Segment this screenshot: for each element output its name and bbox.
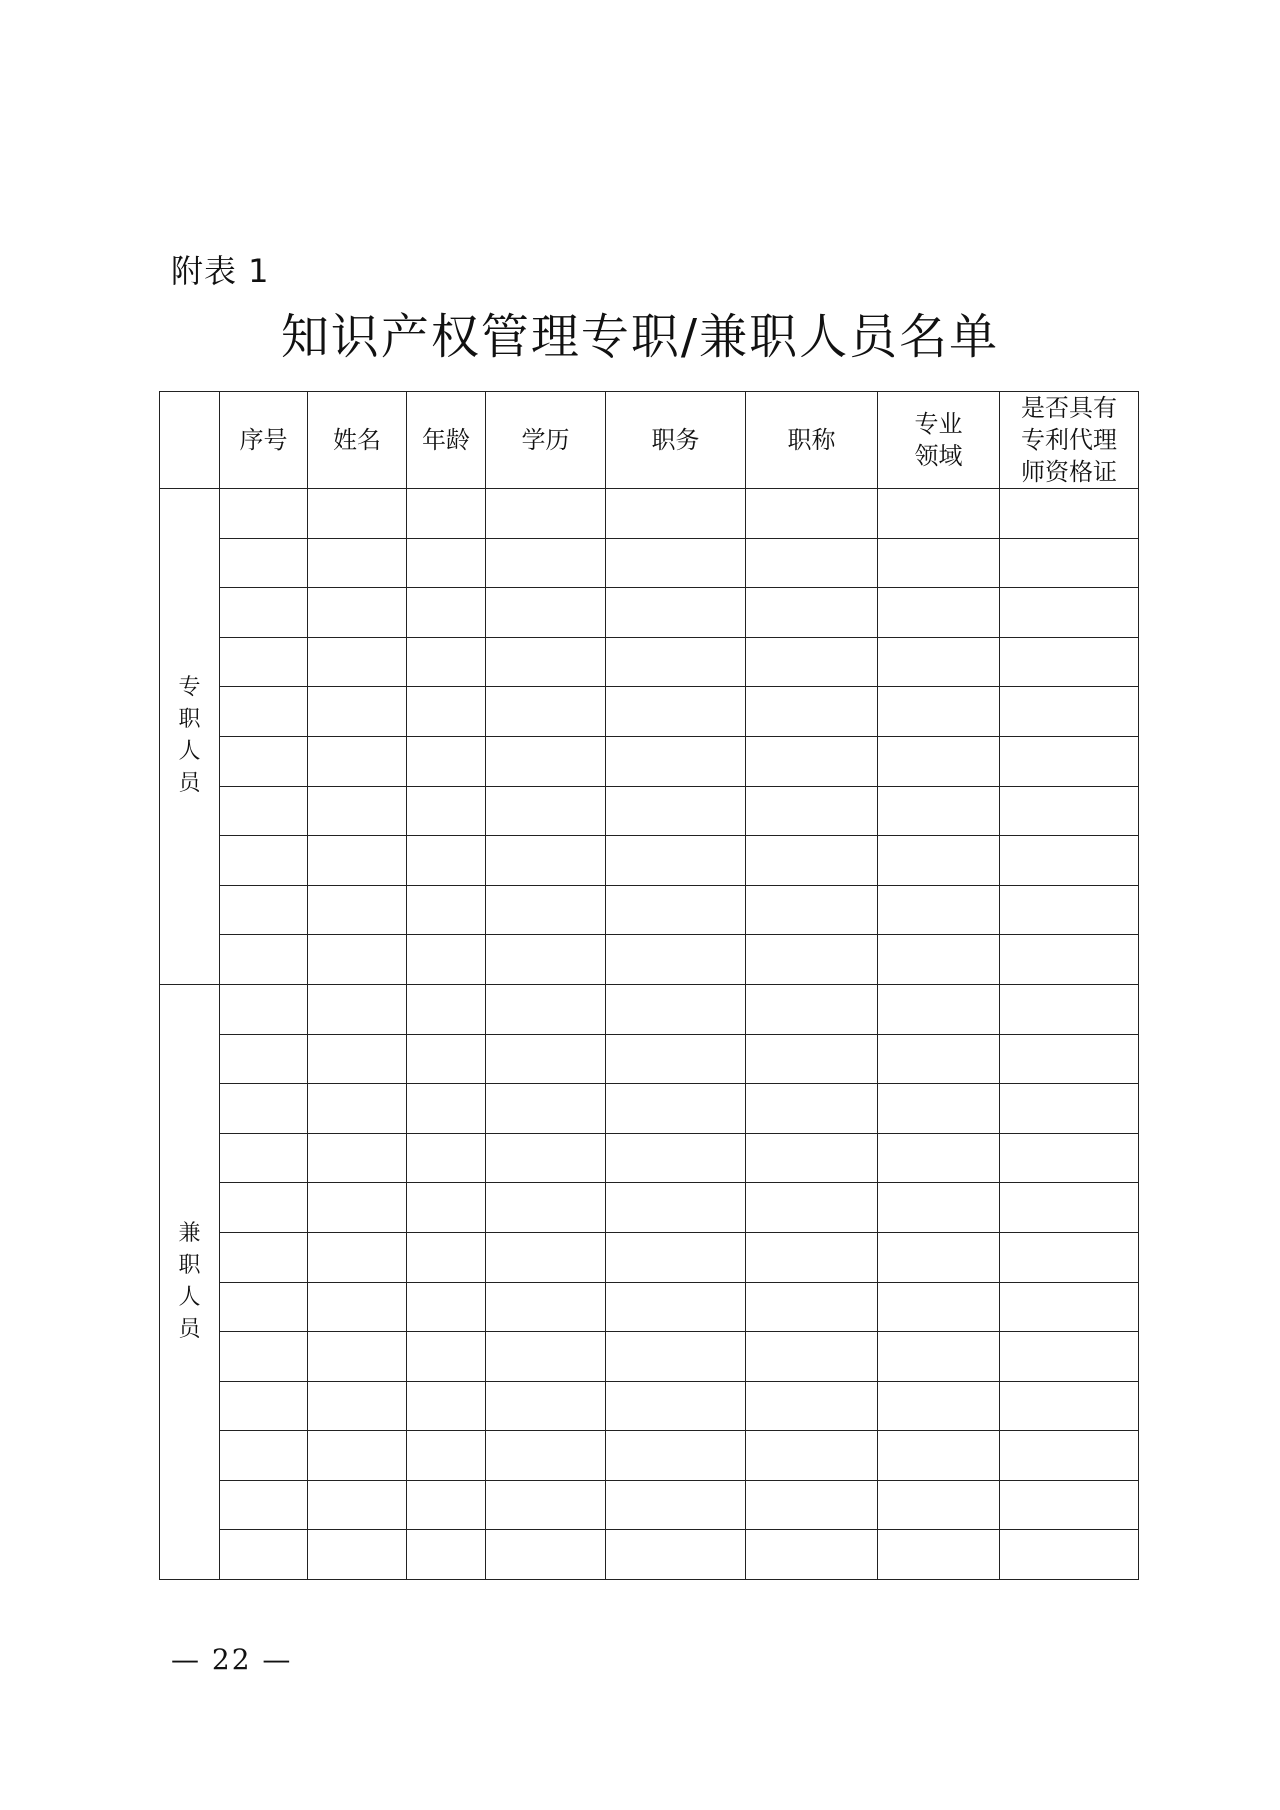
table-row — [160, 538, 1139, 588]
table-cell — [407, 1332, 486, 1382]
table-cell — [746, 1431, 878, 1481]
table-cell — [486, 1431, 606, 1481]
table-cell — [746, 1480, 878, 1530]
table-cell — [308, 1133, 407, 1183]
header-patent-agent-certificate: 是否具有 专利代理 师资格证 — [1000, 392, 1139, 489]
table-cell — [308, 1530, 407, 1580]
table-cell — [407, 1480, 486, 1530]
table-cell — [606, 1332, 746, 1382]
table-cell — [878, 1381, 1000, 1431]
table-cell — [308, 538, 407, 588]
table-cell — [746, 1084, 878, 1134]
table-cell — [407, 687, 486, 737]
header-age: 年龄 — [407, 392, 486, 489]
table-cell — [878, 1332, 1000, 1382]
table-cell — [407, 984, 486, 1034]
table-cell — [308, 1431, 407, 1481]
table-cell — [1000, 836, 1139, 886]
table-cell — [606, 1084, 746, 1134]
table-cell — [1000, 1282, 1139, 1332]
table-cell — [746, 786, 878, 836]
table-cell — [308, 885, 407, 935]
table-cell — [878, 538, 1000, 588]
table-cell — [746, 687, 878, 737]
table-cell — [308, 786, 407, 836]
table-cell — [220, 885, 308, 935]
table-row — [160, 885, 1139, 935]
table-cell — [606, 885, 746, 935]
table-cell — [486, 588, 606, 638]
table-row — [160, 489, 1139, 539]
header-position: 职务 — [606, 392, 746, 489]
table-cell — [486, 736, 606, 786]
table-row — [160, 1232, 1139, 1282]
table-cell — [878, 885, 1000, 935]
table-cell — [407, 1034, 486, 1084]
table-cell — [746, 885, 878, 935]
table-cell — [1000, 736, 1139, 786]
table-cell — [220, 1034, 308, 1084]
table-cell — [308, 984, 407, 1034]
table-cell — [746, 1034, 878, 1084]
table-row — [160, 1282, 1139, 1332]
header-serial-number: 序号 — [220, 392, 308, 489]
table-cell — [606, 984, 746, 1034]
table-cell — [308, 687, 407, 737]
table-cell — [486, 1332, 606, 1382]
table-cell — [220, 984, 308, 1034]
table-cell — [407, 1133, 486, 1183]
table-row — [160, 1381, 1139, 1431]
table-cell — [746, 588, 878, 638]
part-time-group-label-cell — [160, 984, 220, 1579]
table-cell — [308, 588, 407, 638]
table-cell — [407, 736, 486, 786]
table-cell — [606, 1530, 746, 1580]
table-row — [160, 786, 1139, 836]
table-row — [160, 588, 1139, 638]
table-row — [160, 935, 1139, 985]
table-cell — [308, 1183, 407, 1233]
table-row — [160, 637, 1139, 687]
table-cell — [606, 1282, 746, 1332]
table-cell — [746, 984, 878, 1034]
table-cell — [407, 1530, 486, 1580]
table-cell — [1000, 885, 1139, 935]
table-cell — [746, 1133, 878, 1183]
table-cell — [1000, 1183, 1139, 1233]
table-cell — [606, 1133, 746, 1183]
table-cell — [1000, 984, 1139, 1034]
attachment-label: 附表 1 — [171, 252, 270, 290]
table-cell — [1000, 687, 1139, 737]
table-cell — [606, 538, 746, 588]
table-cell — [1000, 538, 1139, 588]
table-cell — [746, 836, 878, 886]
table-cell — [407, 489, 486, 539]
table-cell — [486, 786, 606, 836]
part-time-group-label: 兼职人员 — [178, 1221, 201, 1342]
table-cell — [746, 736, 878, 786]
table-cell — [308, 1381, 407, 1431]
table-cell — [878, 1431, 1000, 1481]
table-cell — [486, 687, 606, 737]
table-cell — [606, 836, 746, 886]
table-cell — [407, 1431, 486, 1481]
table-header — [160, 392, 1139, 489]
header-row — [160, 392, 1139, 489]
table-cell — [308, 1232, 407, 1282]
table-row — [160, 1034, 1139, 1084]
table-cell — [606, 935, 746, 985]
table-cell — [1000, 489, 1139, 539]
page-number: — 22 — — [171, 1643, 293, 1676]
table-cell — [878, 1034, 1000, 1084]
table-cell — [486, 984, 606, 1034]
table-cell — [606, 1183, 746, 1233]
table-cell — [486, 538, 606, 588]
table-cell — [486, 1183, 606, 1233]
table-cell — [220, 489, 308, 539]
table-cell — [746, 1183, 878, 1233]
table-cell — [878, 1282, 1000, 1332]
table-cell — [606, 1431, 746, 1481]
table-cell — [407, 588, 486, 638]
table-cell — [878, 935, 1000, 985]
table-cell — [878, 1183, 1000, 1233]
table-cell — [878, 489, 1000, 539]
table-cell — [878, 736, 1000, 786]
table-cell — [878, 786, 1000, 836]
table-cell — [486, 1480, 606, 1530]
table-cell — [220, 1232, 308, 1282]
page-title: 知识产权管理专职/兼职人员名单 — [280, 309, 1000, 365]
table-cell — [486, 1530, 606, 1580]
table-cell — [746, 489, 878, 539]
table-cell — [606, 637, 746, 687]
table-cell — [606, 1381, 746, 1431]
full-time-group-label-cell — [160, 489, 220, 985]
table-cell — [308, 1332, 407, 1382]
table-cell — [878, 1480, 1000, 1530]
table-body — [160, 489, 1139, 1580]
table-cell — [486, 637, 606, 687]
table-cell — [486, 1084, 606, 1134]
table-cell — [220, 1332, 308, 1382]
table-cell — [308, 637, 407, 687]
table-cell — [746, 1232, 878, 1282]
table-cell — [220, 836, 308, 886]
table-cell — [1000, 1332, 1139, 1382]
table-cell — [407, 1282, 486, 1332]
table-row — [160, 1183, 1139, 1233]
table-cell — [220, 687, 308, 737]
table-cell — [308, 489, 407, 539]
table-cell — [407, 836, 486, 886]
table-cell — [308, 1282, 407, 1332]
full-time-group-label: 专职人员 — [178, 675, 201, 797]
table-cell — [486, 1133, 606, 1183]
table-cell — [407, 1183, 486, 1233]
table-cell — [220, 1282, 308, 1332]
table-cell — [878, 1084, 1000, 1134]
table-cell — [606, 588, 746, 638]
table-row — [160, 1530, 1139, 1580]
table-cell — [746, 1530, 878, 1580]
table-cell — [878, 984, 1000, 1034]
table-cell — [1000, 935, 1139, 985]
table-cell — [606, 786, 746, 836]
table-row — [160, 736, 1139, 786]
table-cell — [606, 1480, 746, 1530]
table-cell — [407, 1232, 486, 1282]
table-cell — [220, 1084, 308, 1134]
table-cell — [308, 836, 407, 886]
table-cell — [1000, 1034, 1139, 1084]
table-cell — [606, 1232, 746, 1282]
table-row — [160, 984, 1139, 1034]
table-cell — [486, 1381, 606, 1431]
table-cell — [220, 935, 308, 985]
table-cell — [220, 786, 308, 836]
table-row — [160, 1480, 1139, 1530]
table-cell — [1000, 1431, 1139, 1481]
table-row — [160, 836, 1139, 886]
table-cell — [308, 1034, 407, 1084]
table-cell — [486, 885, 606, 935]
table-cell — [308, 736, 407, 786]
table-cell — [878, 1530, 1000, 1580]
table-cell — [606, 687, 746, 737]
table-row — [160, 687, 1139, 737]
table-cell — [606, 736, 746, 786]
table-cell — [746, 935, 878, 985]
table-cell — [407, 1084, 486, 1134]
table-cell — [878, 687, 1000, 737]
table-cell — [746, 538, 878, 588]
table-cell — [308, 935, 407, 985]
header-field-of-expertise: 专业 领域 — [878, 392, 1000, 489]
table-cell — [878, 1232, 1000, 1282]
table-cell — [308, 1480, 407, 1530]
table-cell — [486, 1232, 606, 1282]
table-cell — [220, 1381, 308, 1431]
header-name: 姓名 — [308, 392, 407, 489]
staff-roster-table — [159, 391, 1139, 1580]
table-cell — [486, 1282, 606, 1332]
table-cell — [220, 637, 308, 687]
table-row — [160, 1133, 1139, 1183]
table-row — [160, 1084, 1139, 1134]
table-cell — [407, 538, 486, 588]
table-cell — [606, 489, 746, 539]
table-cell — [1000, 1133, 1139, 1183]
table-cell — [486, 1034, 606, 1084]
table-cell — [407, 786, 486, 836]
table-cell — [1000, 588, 1139, 638]
table-cell — [220, 1133, 308, 1183]
table-cell — [1000, 1530, 1139, 1580]
table-cell — [407, 935, 486, 985]
table-row — [160, 1332, 1139, 1382]
table-cell — [878, 637, 1000, 687]
table-cell — [407, 637, 486, 687]
table-cell — [606, 1034, 746, 1084]
table-cell — [746, 637, 878, 687]
table-row — [160, 1431, 1139, 1481]
table-cell — [407, 1381, 486, 1431]
table-cell — [878, 836, 1000, 886]
header-professional-title: 职称 — [746, 392, 878, 489]
table-cell — [1000, 1480, 1139, 1530]
table-cell — [220, 1530, 308, 1580]
table-cell — [220, 1431, 308, 1481]
table-cell — [486, 489, 606, 539]
table-cell — [878, 1133, 1000, 1183]
table-cell — [308, 1084, 407, 1134]
table-cell — [746, 1282, 878, 1332]
table-cell — [1000, 1084, 1139, 1134]
table-cell — [878, 588, 1000, 638]
table-cell — [486, 836, 606, 886]
table-cell — [220, 1480, 308, 1530]
table-cell — [220, 736, 308, 786]
table-cell — [1000, 637, 1139, 687]
table-cell — [1000, 1381, 1139, 1431]
table-cell — [220, 538, 308, 588]
table-cell — [746, 1332, 878, 1382]
table-cell — [220, 588, 308, 638]
header-education: 学历 — [486, 392, 606, 489]
table-cell — [746, 1381, 878, 1431]
table-cell — [486, 935, 606, 985]
table-cell — [1000, 1232, 1139, 1282]
table-cell — [1000, 786, 1139, 836]
table-cell — [220, 1183, 308, 1233]
table-cell — [407, 885, 486, 935]
header-group-corner — [160, 392, 220, 489]
